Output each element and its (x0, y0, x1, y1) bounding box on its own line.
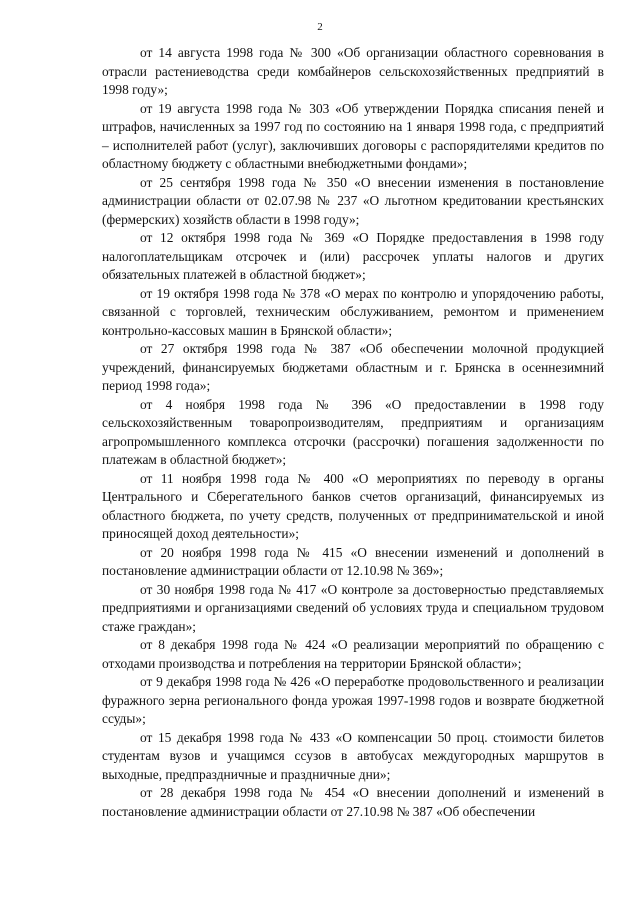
list-item: от 30 ноября 1998 года № 417 «О контроле за достоверностью представляемых предприятиями и организациями сведений об условиях труда и специальном трудовом стаже граждан»; (102, 581, 604, 634)
list-item: от 20 ноября 1998 года № 415 «О внесении изменений и дополнений в постановление администрации области от 12.10.98 № 369»; (102, 544, 604, 578)
list-item: от 12 октября 1998 года № 369 «О Порядке предоставления в 1998 году налогоплательщикам отсрочек и (или) рассрочек уплаты налогов и других обязательных платежей в областной бюджет»; (102, 230, 604, 282)
document-body (102, 44, 604, 821)
list-item: от 4 ноября 1998 года № 396 «О предоставлении в 1998 году сельскохозяйственным товаропроизводителям, предприятиям и организациям агропромышленного комплекса отсрочки (рассрочки) погашения задолженности по платежам в областной бюджет»; (102, 396, 604, 467)
list-item: от 19 октября 1998 года № 378 «О мерах по контролю и упорядочению работы, связанной с торговлей, техническим обслуживанием, ремонтом и применением контрольно-кассовых машин в Брянской области»; (102, 285, 604, 338)
list-item: от 11 ноября 1998 года № 400 «О мероприятиях по переводу в органы Центрального и Сберегательного банков счетов организаций, финансируемых из областного бюджета, по учету средств, полученных от предпринимательской и иной приносящей доход деятельности»; (102, 470, 604, 541)
list-item: от 14 августа 1998 года № 300 «Об организации областного соревнования в отрасли растениеводства среди комбайнеров сельскохозяйственных предприятий в 1998 году»; (102, 45, 604, 97)
list-item: от 15 декабря 1998 года № 433 «О компенсации 50 проц. стоимости билетов студентам вузов и учащимся ссузов в автобусах междугородных маршрутов в выходные, предпраздничные и праздничные дни»; (102, 729, 604, 782)
list-item: от 25 сентября 1998 года № 350 «О внесении изменения в постановление администрации области от 02.07.98 № 237 «О льготном кредитовании крестьянских (фермерских) хозяйств области в 1998 году»; (102, 174, 604, 227)
list-item: от 27 октября 1998 года № 387 «Об обеспечении молочной продукцией учреждений, финансируемых бюджетами областным и г. Брянска в осеннезимний период 1998 года»; (102, 341, 604, 393)
list-item: от 28 декабря 1998 года № 454 «О внесении дополнений и изменений в постановление администрации области от 27.10.98 № 387 «Об обеспечении (102, 785, 604, 819)
list-item: от 19 августа 1998 года № 303 «Об утверждении Порядка списания пеней и штрафов, начисленных за 1997 год по состоянию на 1 января 1998 года, с предприятий – исполнителей работ (услуг), заключивших договоры с распорядителями кредитов по областному бюджету с областными внебюджетными фондами»; (102, 100, 604, 171)
page-number: 2 (317, 21, 323, 33)
list-item: от 9 декабря 1998 года № 426 «О переработке продовольственного и реализации фуражного зерна регионального фонда урожая 1997-1998 годов и возврате бюджетной ссуды»; (102, 674, 604, 726)
list-item: от 8 декабря 1998 года № 424 «О реализации мероприятий по обращению с отходами производства и потребления на территории Брянской области»; (102, 637, 604, 671)
